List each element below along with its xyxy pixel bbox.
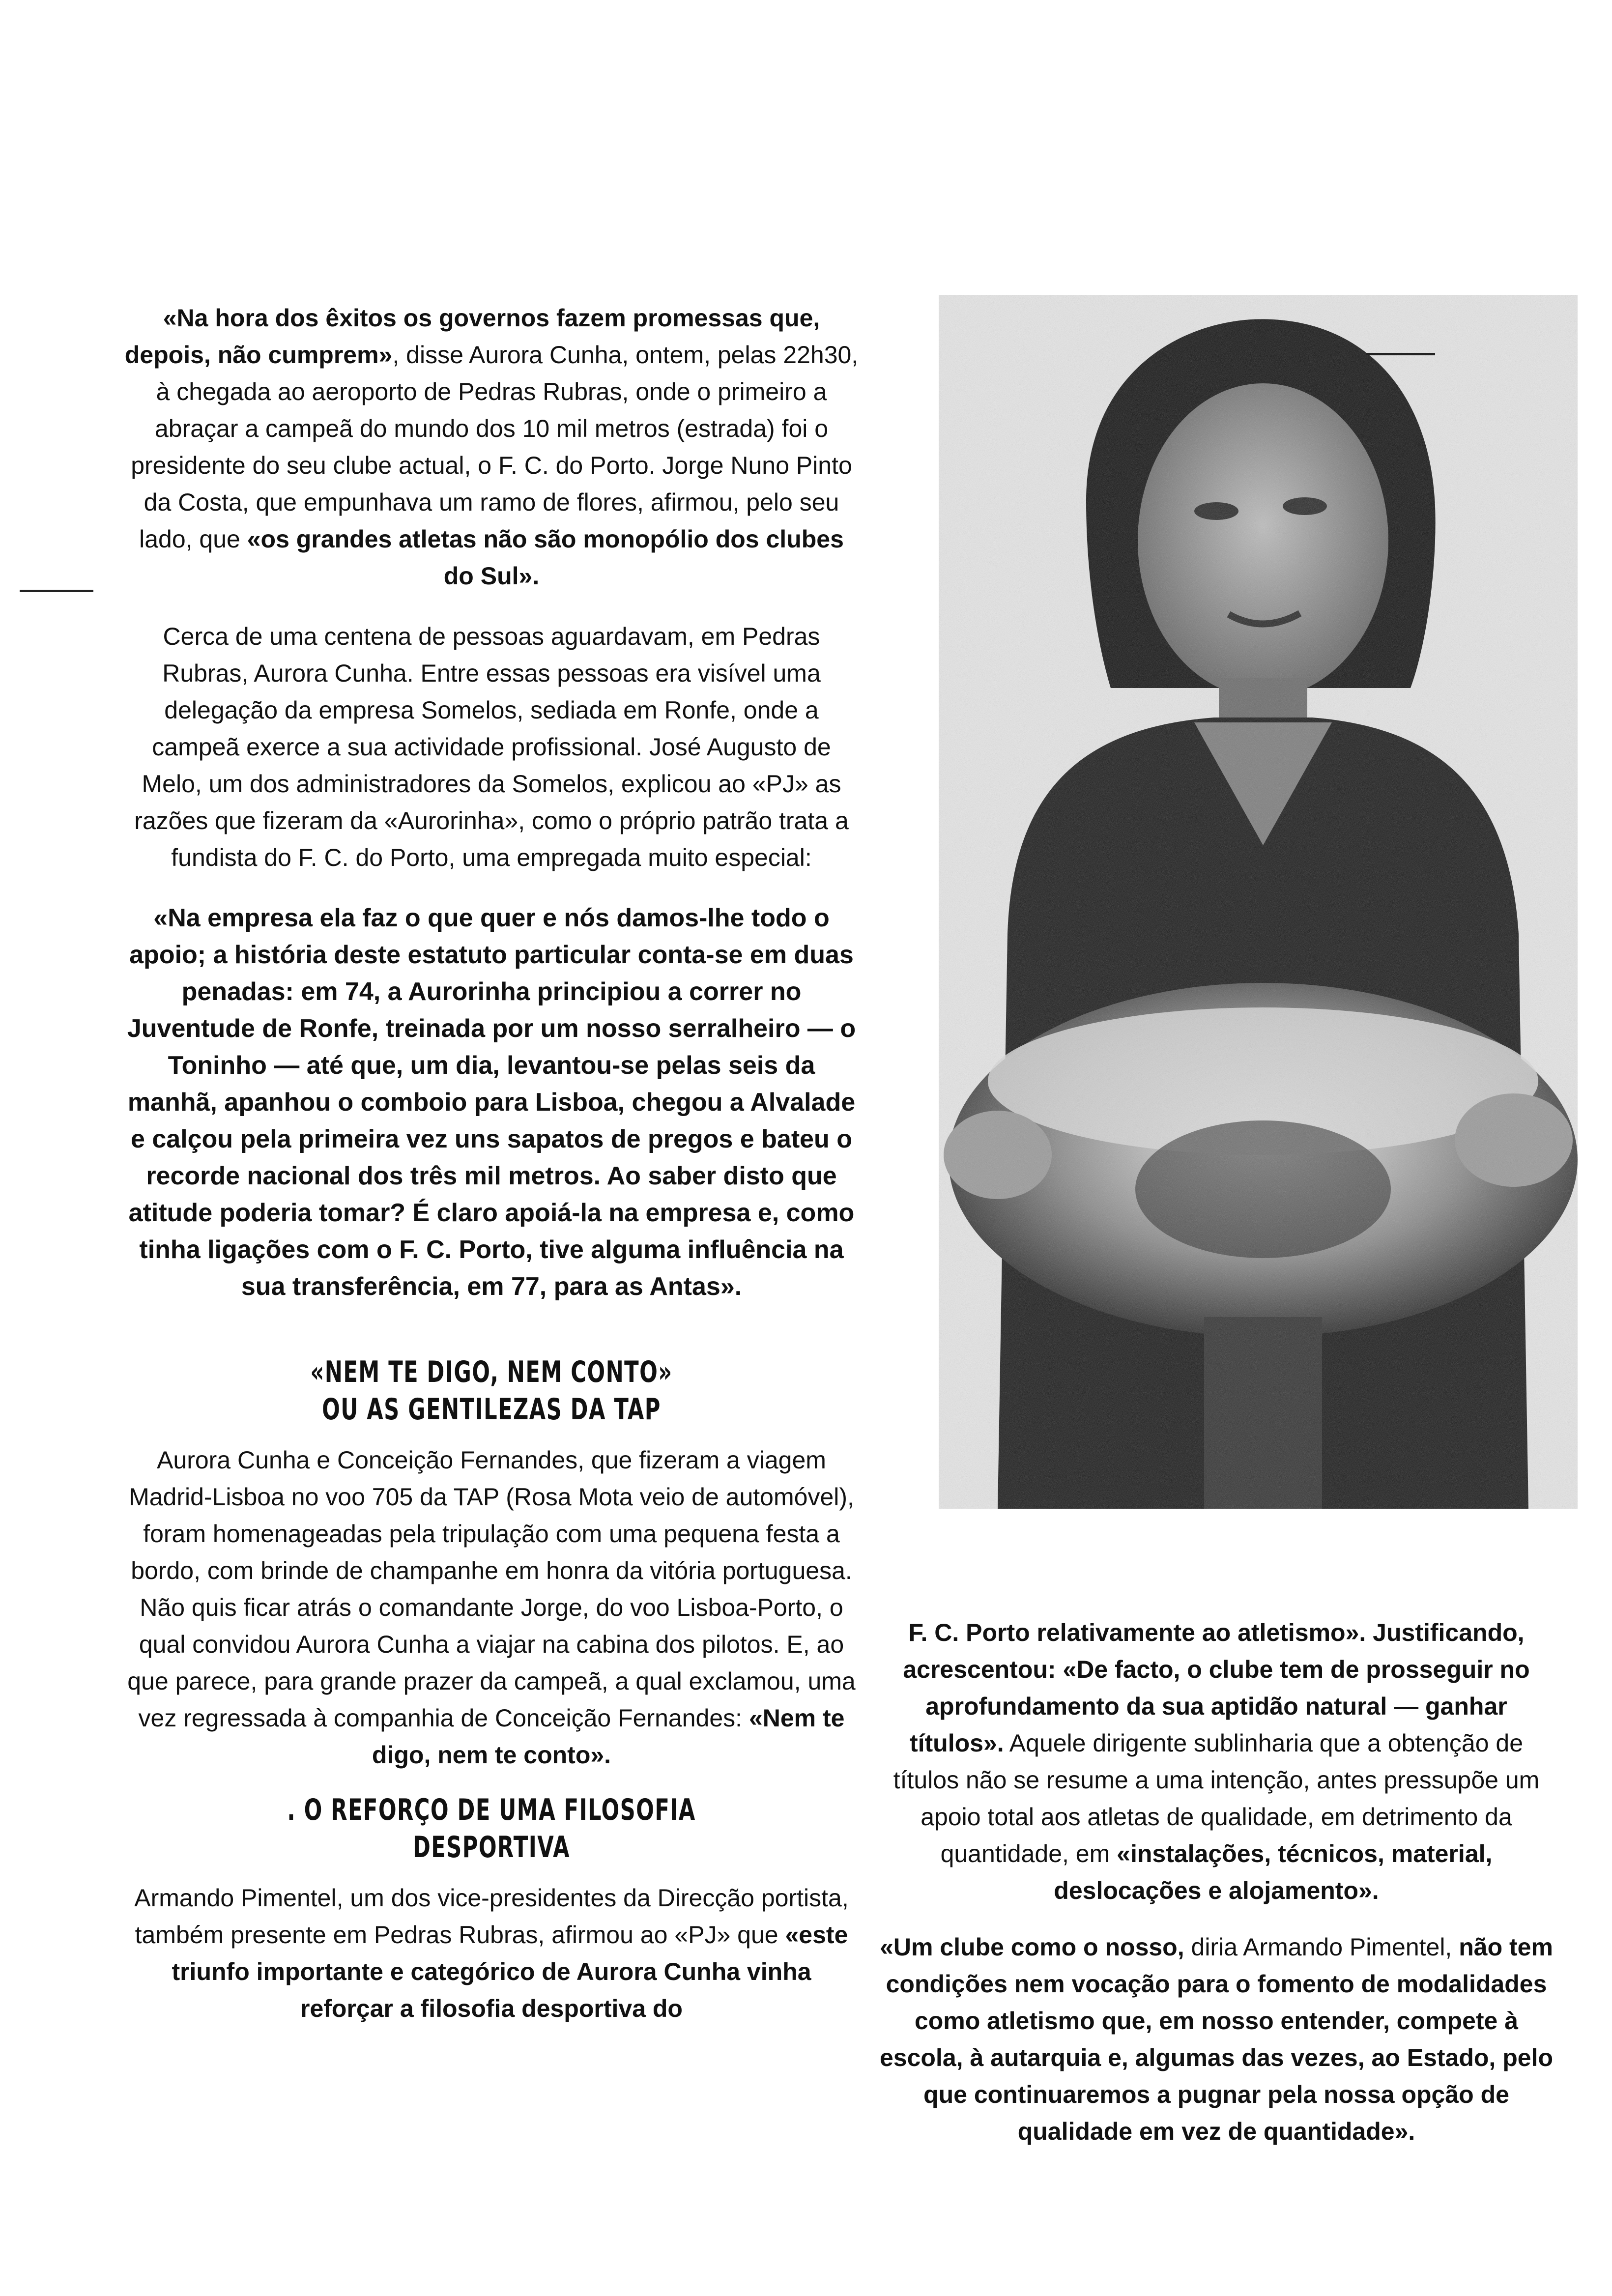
right-column xyxy=(880,1614,1553,2150)
paragraph-8-bold-start: «Um clube como o nosso, xyxy=(880,1933,1184,1961)
pimentel-quote-start: «este triunfo importante e categórico de Aurora Cunha vinha reforçar a filosofia desportiva do xyxy=(172,1921,848,2022)
scan-mark-top-right xyxy=(1366,353,1435,355)
paragraph-4-body: Aurora Cunha e Conceição Fernandes, que fizeram a viagem Madrid-Lisboa no voo 705 da TAP (Rosa Mota veio de automóvel), foram homenageadas pela tripulação com uma pequena festa a bordo, com brinde de champanhe em honra da vitória portuguesa. Não quis ficar atrás o comandante Jorge, do voo Lisboa-Porto, o qual convidou Aurora Cunha a viajar na cabina dos pilotos. E, ao que parece, para grande prazer da campeã, a qual exclamou, uma vez regressada à companhia de Conceição Fernandes: xyxy=(127,1446,856,1732)
opening-quote: «Na hora dos êxitos os governos fazem promessas que, depois, não cumprem» xyxy=(124,304,820,369)
subheading-1-line-1: «NEM TE DIGO, NEM CONTO» xyxy=(310,1355,673,1389)
paragraph-8-body: diria Armando Pimentel, xyxy=(1184,1933,1459,1961)
subheading-reforco-filosofia: . O REFORÇO DE UMA FILOSOFIA DESPORTIVA xyxy=(287,1793,696,1865)
photo-grain xyxy=(939,295,1578,1509)
subheading-nem-te-digo xyxy=(123,1353,860,1428)
article-paragraph-8 xyxy=(880,1929,1553,2150)
scan-mark-left xyxy=(20,590,93,592)
article-paragraph-1 xyxy=(123,300,860,595)
paragraph-7-bold-start: F. C. Porto relativamente ao atletismo». Justificando, acrescentou: «De facto, o clube tem de prosseguir no aprofundamento da sua aptidão natural — ganhar títulos». xyxy=(903,1619,1530,1757)
paragraph-1-body: , disse Aurora Cunha, ontem, pelas 22h30, à chegada ao aeroporto de Pedras Rubras, onde o primeiro a abraçar a campeã do mundo dos 10 mil metros (estrada) foi o presidente do seu clube actual, o F. C. do Porto. Jorge Nuno Pinto da Costa, que empunhava um ramo de flores, afirmou, pelo seu lado, que xyxy=(131,341,859,553)
left-column xyxy=(123,300,860,2042)
article-paragraph-6 xyxy=(123,1880,860,2027)
paragraph-6-body: Armando Pimentel, um dos vice-presidentes da Direcção portista, também presente em Pedras Rubras, afirmou ao «PJ» que xyxy=(134,1884,849,1949)
nem-te-digo-quote: «Nem te digo, nem te conto». xyxy=(372,1704,845,1769)
photo-aurora-cunha xyxy=(939,295,1578,1509)
article-paragraph-7 xyxy=(880,1614,1553,1909)
article-paragraph-2: Cerca de uma centena de pessoas aguardavam, em Pedras Rubras, Aurora Cunha. Entre essas pessoas era visível uma delegação da empresa Somelos, sediada em Ronfe, onde a campeã exerce a sua actividade profissional. José Augusto de Melo, um dos administradores da Somelos, explicou ao «PJ» as razões que fizeram da «Aurorinha», como o próprio patrão trata a fundista do F. C. do Porto, uma empregada muito especial: xyxy=(134,623,849,871)
subheading-1-line-2: OU AS GENTILEZAS DA TAP xyxy=(322,1392,661,1427)
paragraph-7-body: Aquele dirigente sublinharia que a obtenção de títulos não se resume a uma intenção, antes pressupõe um apoio total aos atletas de qualidade, em detrimento da quantidade, em xyxy=(893,1729,1540,1867)
paragraph-7-bold-end: «instalações, técnicos, material, deslocações e alojamento». xyxy=(1054,1840,1493,1904)
paragraph-8-bold-end: não tem condições nem vocação para o fomento de modalidades como atletismo que, em nosso entender, compete à escola, à autarquia e, algumas das vezes, ao Estado, pelo que continuaremos a pugnar pela nossa opção de qualidade em vez de quantidade». xyxy=(880,1933,1553,2145)
pinto-da-costa-quote: «os grandes atletas não são monopólio dos clubes do Sul». xyxy=(247,525,844,590)
photo-graphic xyxy=(939,295,1578,1509)
article-paragraph-3-quote: «Na empresa ela faz o que quer e nós damos-lhe todo o apoio; a história deste estatuto particular conta-se em duas penadas: em 74, a Aurorinha principiou a correr no Juventude de Ronfe, treinada por um nosso serralheiro — o Toninho — até que, um dia, levantou-se pelas seis da manhã, apanhou o comboio para Lisboa, chegou a Alvalade e calçou pela primeira vez uns sapatos de pregos e bateu o recorde nacional dos três mil metros. Ao saber disto que atitude poderia tomar? É claro apoiá-la na empresa e, como tinha ligações com o F. C. Porto, tive alguma influência na sua transferência, em 77, para as Antas». xyxy=(127,904,856,1301)
article-paragraph-4 xyxy=(123,1442,860,1774)
